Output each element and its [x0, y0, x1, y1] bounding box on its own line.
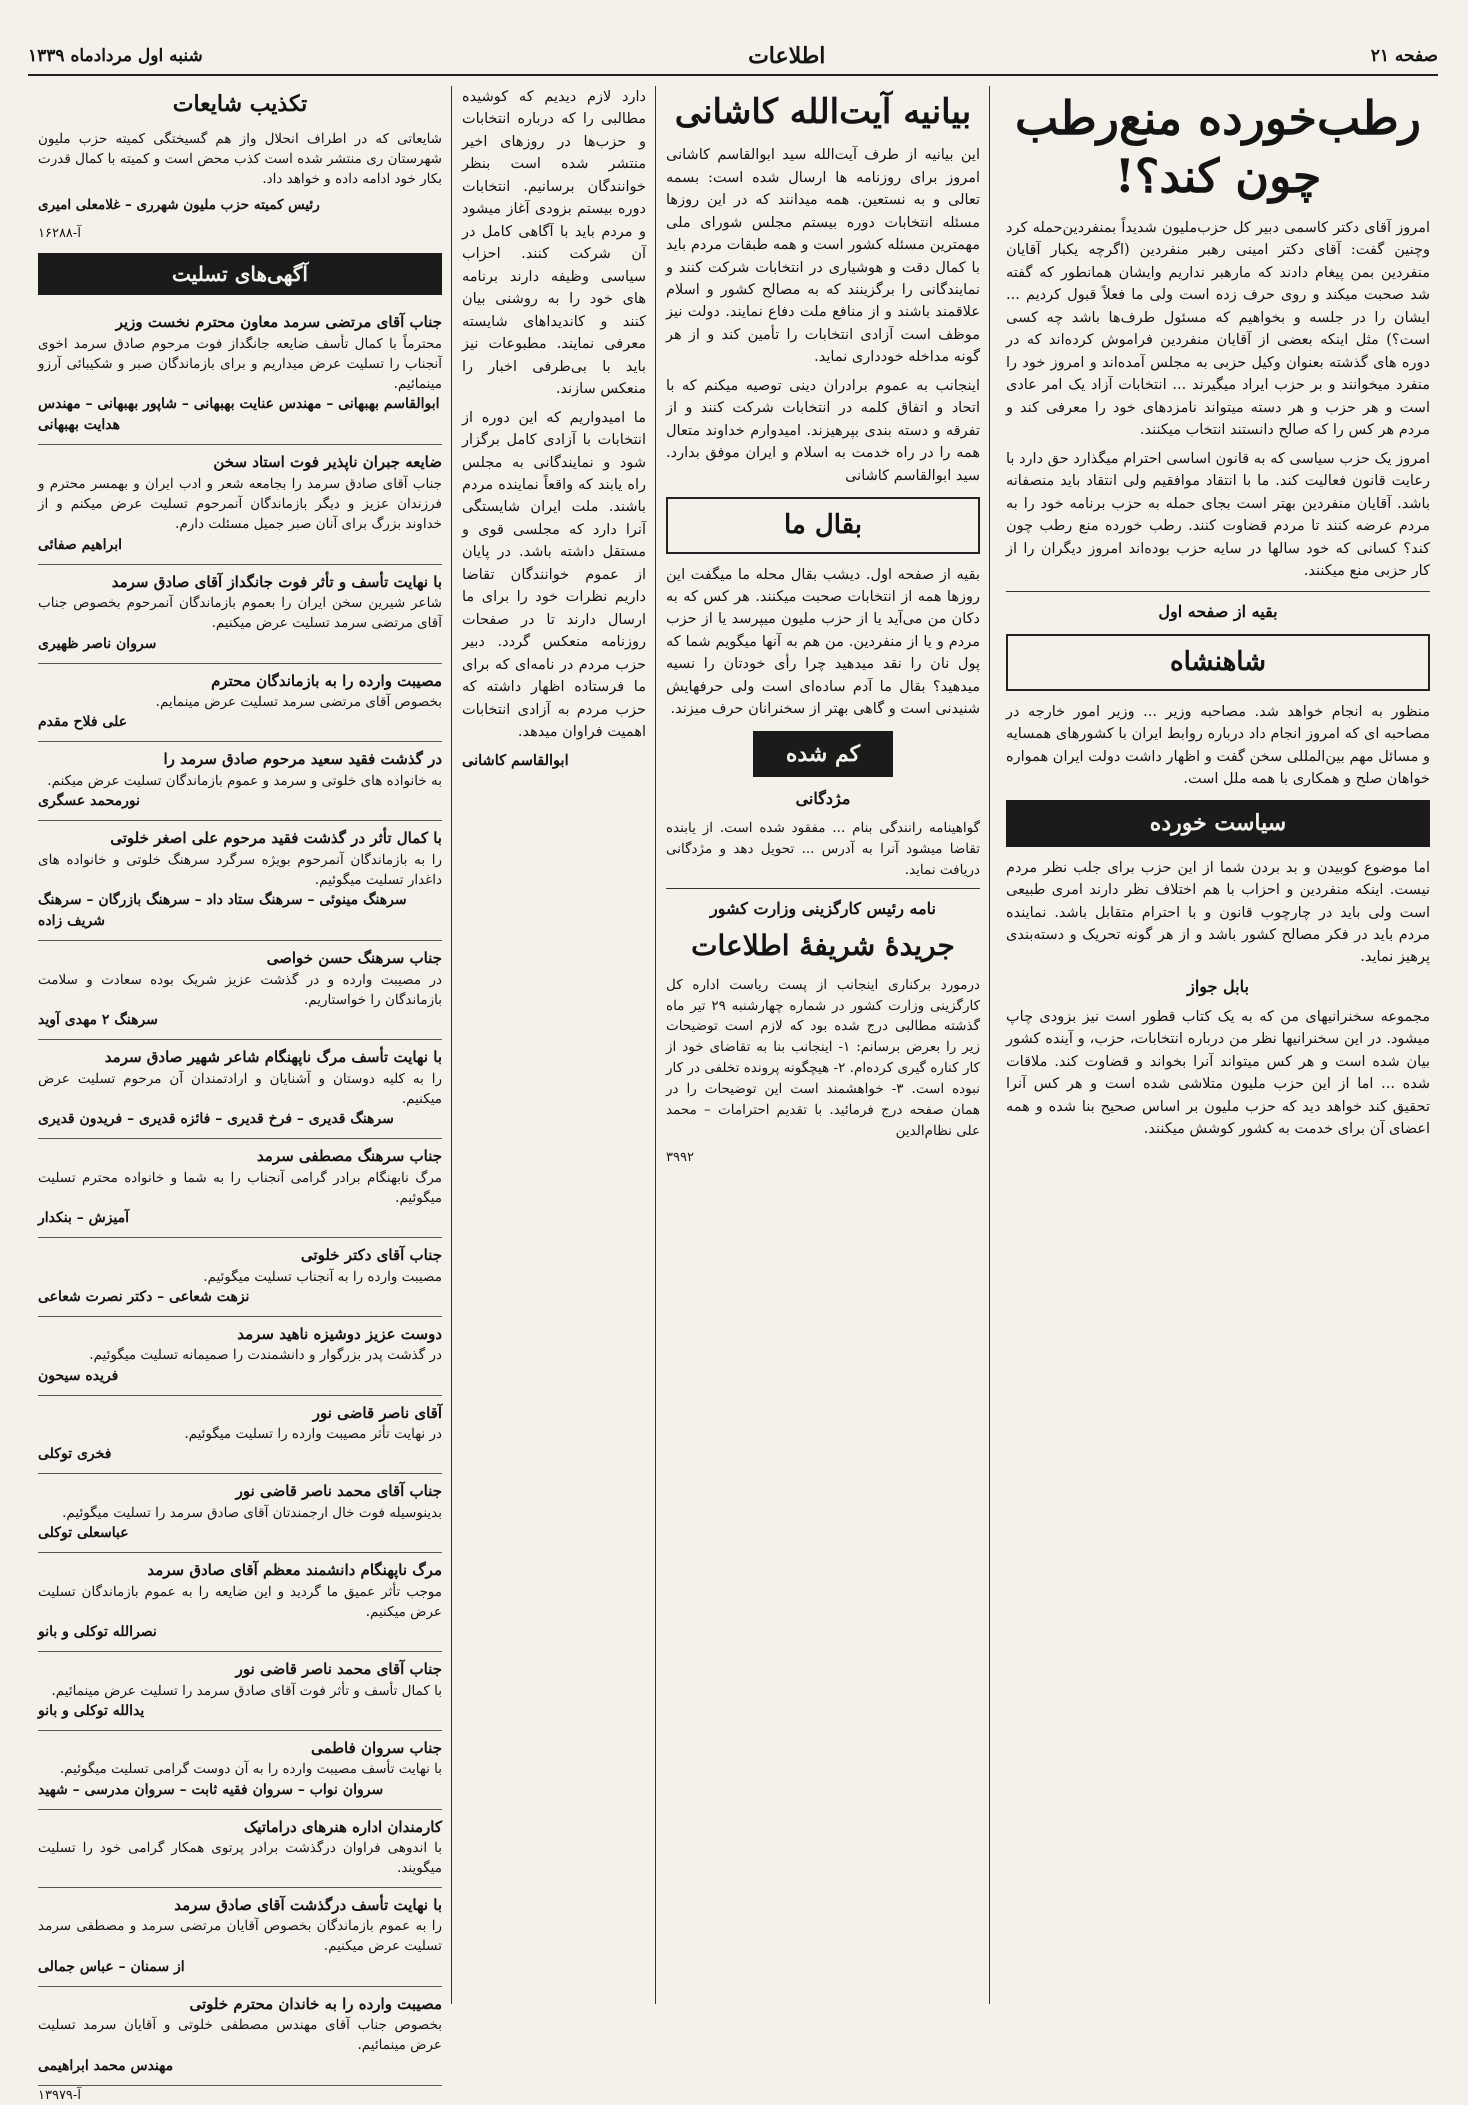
notice-body: شاعر شیرین سخن ایران را بعموم بازماندگان آنمرحوم بخصوص جناب آقای مرتضی سرمد تسلیت عرض میکنیم.: [38, 595, 442, 632]
condolence-notice: [38, 1810, 442, 1888]
article-body-speeches: مجموعه سخنرانیهای من که به یک کتاب قطور است نیز بزودی چاپ میشود. در این سخنرانیها نظر من درباره انتخابات، حزب، و آینده کشور بیان شده است و هر کس میتواند آنرا بخواند و قضاوت کند. ملاقات شده ... اما از این حزب ملیون متلاشی شده است و هر کس آنرا تحقیق کند خواهد دید که حزب ملیون بر اساس صحیح بنا شده و همه اعضای آن برای خدمت به کشور کوشش میکنند.: [1006, 1008, 1430, 1138]
notice-title: با کمال تأثر در گذشت فقید مرحوم علی اصغر خلوتی: [110, 829, 442, 848]
notice-title: آقای ناصر قاضی نور: [312, 1403, 442, 1422]
subheading-babol: بابل جواز: [1187, 976, 1249, 996]
column-notices: [30, 86, 450, 2103]
notice-signature: فخری توکلی: [38, 1446, 112, 1463]
condolence-notice: [38, 941, 442, 1040]
article-body-politics: اما موضوع کوبیدن و بد بردن شما از این حزب برای جلب نظر مردم نیست. اینکه منفردین و احزاب با هم اختلاف نظر دارند امری طبیعی است ولی باید در چارچوب قانون و با احترام متقابل باشد. نماینده مردم باید در فکر مصالح کشور باشد و از هر گونه تحریک و دسته‌بندی پرهیز نماید.: [1006, 859, 1430, 966]
notice-signature: سرهنگ قدیری – فرخ قدیری – فائزه قدیری – فریدون قدیری: [38, 1111, 394, 1128]
condolence-banner: آگهی‌های تسلیت: [38, 253, 442, 295]
notice-body: مرگ نابهنگام برادر گرامی آنجناب را به شما و خانواده محترم تسلیت میگوئیم.: [38, 1169, 442, 1206]
condolence-notice: [38, 445, 442, 564]
issue-date: شنبه اول مردادماه ۱۳۳۹: [28, 46, 203, 66]
condolence-notice: [38, 821, 442, 941]
condolence-notice: [38, 1474, 442, 1553]
notice-signature: سرهنگ ۲ مهدی آوید: [38, 1012, 158, 1029]
article-body: امروز آقای دکتر کاسمی دبیر کل حزب‌ملیون شدیداً بمنفردین‌حمله کرد وچنین گفت: آقای دکتر امینی رهبر منفردین (اگرچه یکبار آقایان منفردین بمن پیغام دادند که مارهبر نداریم وایشان همانطور که گفته شد صحبت میکند و روی حرف زده است ولی ما فعلاً قبول کردیم ... ایشان را در جلسه و بخواهیم که مسئول طرف‌ها باشد چه کسی است؟) مثل اینکه بعضی از آقایان منفردین فراموش کرده‌اند که در دوره های گذشته بعنوان وکیل حزبی به مجلس آمده‌اند و امروز خود را منفرد میخوانند و بر حزب ایراد میگیرند ... انتخابات آزاد یک امر عادی است و هر حزب و هر دسته میتواند نامزدهای خود را معرفی کند و مردم هر کس را که صالح دانستند انتخاب میکنند.: [1006, 220, 1430, 439]
notice-title: مصیبت وارده را به خاندان محترم خلوتی: [189, 1994, 442, 2013]
article-body-shahanshah: منظور به انجام خواهد شد. مصاحبه وزیر ... وزیر امور خارجه در مصاحبه ای که امروز انجام داد درباره روابط ایران با کشورهای همسایه و مسائل مهم بین‌المللی سخن گفت و اظهار داشت دولت ایران همواره خواهان صلح و همکاری با همه ملل است.: [1006, 703, 1430, 787]
notice-body: مصیبت وارده را به آنجناب تسلیت میگوئیم.: [203, 1268, 442, 1285]
notice-body: بخصوص آقای مرتضی سرمد تسلیت عرض مینمایم.: [155, 694, 442, 711]
notice-body: را به کلیه دوستان و آشنایان و ارادتمندان آن مرحوم تسلیت عرض میکنیم.: [38, 1070, 442, 1107]
denial-signature: رئیس کمیته حزب ملیون شهرری – غلامعلی امیری: [38, 197, 320, 214]
ad-code: ۳۹۹۲: [666, 1150, 694, 1166]
notice-title: دوست عزیز دوشیزه ناهید سرمد: [237, 1324, 442, 1343]
notice-title: مصیبت وارده را به بازماندگان محترم: [211, 671, 442, 690]
article-body-continued: امروز یک حزب سیاسی که به قانون اساسی احترام میگذارد حق دارد با رعایت قانون فعالیت کند. ما با انتقاد موافقیم ولی انتقاد باید منصفانه باشد. آقایان منفردین بهتر است بجای حمله به حزب برنامه خود را به مردم عرضه کنند تا مردم قضاوت کنند. رطب خورده منع رطب چون کند؟ کسانی که خود سالها در سایه حزب بوده‌اند امروز دیگران را از کار حزبی منع میکنند.: [1006, 450, 1430, 580]
condolence-notice: [38, 1238, 442, 1317]
notice-title: مرگ ناپهنگام دانشمند معظم آقای صادق سرمد: [147, 1561, 442, 1580]
notice-signature: نصرالله توکلی و بانو: [38, 1624, 157, 1641]
notice-signature: سروان نواب – سروان فقیه ثابت – سروان مدرسی – شهید: [38, 1781, 384, 1798]
condolence-notice: [38, 1553, 442, 1652]
notice-title: جناب سروان فاطمی: [310, 1738, 442, 1757]
continued-label: بقیه از صفحه اول: [1158, 601, 1278, 621]
condolence-notice: [38, 1396, 442, 1475]
newspaper-name: اطلاعات: [748, 43, 826, 69]
lost-item-notice: گواهینامه رانندگی بنام ... مفقود شده است. از یابنده تقاضا میشود آنرا به آدرس ... تحویل دهد و مژدگانی دریافت نماید.: [666, 819, 980, 878]
column-divider: [451, 86, 452, 2004]
notice-signature: فریده سیحون: [38, 1367, 119, 1384]
masthead: [28, 38, 1438, 76]
notice-body: به خانواده های خلوتی و سرمد و عموم بازماندگان تسلیت عرض میکنم.: [47, 772, 442, 789]
notice-title: جناب آقای مرتضی سرمد معاون محترم نخست وزیر: [115, 313, 442, 332]
headline-kashani: بیانیه آیت‌الله کاشانی: [674, 92, 972, 132]
notice-signature: آمیزش – بنکدار: [38, 1210, 130, 1227]
notice-body: در نهایت تأثر مصیبت وارده را تسلیت میگوئیم.: [184, 1426, 442, 1443]
column-divider: [989, 86, 990, 2004]
notice-body: را به بازماندگان آنمرحوم بویژه سرگرد سرهنگ خلوتی و خانواده های داغدار تسلیت میگوئیم.: [38, 851, 442, 888]
notice-signature: عباسعلی توکلی: [38, 1525, 129, 1542]
notice-title: ضایعه جبران ناپذیر فوت استاد سخن: [213, 453, 442, 472]
condolence-notice: [38, 305, 442, 445]
column-main: [998, 86, 1438, 2004]
condolence-notice: [38, 1317, 442, 1396]
notice-signature: نورمحمد عسگری: [38, 793, 140, 810]
notice-title: با نهایت تأسف درگذشت آقای صادق سرمد: [174, 1895, 442, 1914]
statement-body: این بیانیه از طرف آیت‌الله سید ابوالقاسم کاشانی امروز برای روزنامه ها ارسال شده است: بسمه تعالی و به نستعین. همه میدانند که در این روزها مسئله انتخابات دوره بیستم مجلس شورای ملی مهمترین مسئله کشور است و همه طبقات مردم باید با کمال دقت و هوشیاری در انتخابات شرکت کنند و نمایندگانی را برگزینند که به مصالح کشور و اسلام علاقمند باشند و از منافع ملت دفاع نمایند. دولت نیز موظف است آزادی انتخابات را تأمین کند و از هر گونه مداخله خودداری نماید.: [666, 147, 980, 366]
notice-body: جناب آقای صادق سرمد را بجامعه شعر و ادب ایران و بهمسر محترم و فرزندان عزیز و دیگر بازماندگان آنمرحوم تسلیت عرض میکنم و از خداوند بزرگ برای آنان صبر جمیل مسئلت دارم.: [38, 475, 442, 533]
section-heading-baghal: بقال ما: [666, 497, 980, 553]
page-number: صفحه ۲۱: [1370, 46, 1438, 66]
notice-signature: یدالله توکلی و بانو: [38, 1702, 145, 1719]
notice-signature: از سمنان – عباس جمالی: [38, 1958, 185, 1975]
notice-title: در گذشت فقید سعید مرحوم صادق سرمد را: [163, 750, 442, 769]
notice-title: جناب آقای دکتر خلوتی: [300, 1246, 442, 1265]
ad-code: آ-۱۳۹۷۹: [38, 2087, 81, 2103]
section-heading-shahanshah: شاهنشاه: [1006, 634, 1430, 690]
headline-main: رطب‌خورده منع‌رطب چون کند؟!: [1014, 91, 1421, 203]
article-body-continuation-2: ما امیدواریم که این دوره از انتخابات با آزادی کامل برگزار شود و نمایندگانی به مجلس راه یابند که واقعاً نماینده مردم باشند. ملت ایران شایستگی آنرا دارد که مجلسی قوی و مستقل داشته باشد. در پایان از عموم خوانندگان تقاضا داریم نظرات خود را برای ما ارسال دارند تا در صفحات روزنامه منعکس گردد. دبیر حزب مردم در نامه‌ای که برای ما فرستاده اظهار داشته که حزب مردم به آزادی انتخابات اهمیت فراوان میدهد.: [462, 409, 646, 741]
notice-body: بدینوسیله فوت خال ارجمندتان آقای صادق سرمد را تسلیت میگوئیم.: [62, 1504, 442, 1521]
condolence-notice: [38, 1139, 442, 1238]
condolence-list: [38, 305, 442, 2086]
notice-title: جناب سرهنگ مصطفی سرمد: [256, 1147, 442, 1166]
notice-title: کارمندان اداره هنرهای دراماتیک: [243, 1817, 442, 1836]
condolence-notice: [38, 1040, 442, 1139]
notice-body: را به عموم بازماندگان بخصوص آقایان مرتضی سرمد و مصطفی سرمد تسلیت عرض میکنیم.: [38, 1918, 442, 1955]
denial-heading: تکذیب شایعات: [172, 91, 308, 117]
notice-signature: سروان ناصر ظهیری: [38, 635, 157, 652]
notice-body: در مصیبت وارده و در گذشت عزیز شریک بوده سعادت و سلامت بازماندگان را خواستاریم.: [38, 971, 442, 1008]
article-body-continuation: دارد لازم دیدیم که کوشیده مطالبی را که درباره انتخابات و حزب‌ها در روزهای اخیر منتشر شده است بنظر خوانندگان برسانیم. انتخابات دوره بیستم بزودی آغاز میشود و مردم باید با آگاهی کامل در آن شرکت کنند. احزاب سیاسی وظیفه دارند برنامه های خود را به روشنی بیان کنند و کاندیداهای شایسته معرفی نمایند. مطبوعات نیز باید با بی‌طرفی اخبار را منعکس سازند.: [462, 89, 646, 398]
notice-body: در گذشت پدر بزرگوار و دانشمندت را صمیمانه تسلیت میگوئیم.: [89, 1347, 442, 1364]
denial-body: شایعاتی که در اطراف انحلال واز هم گسیختگی کمیته حزب ملیون شهرستان ری منتشر شده است کذب محض است و کمیته با کمال قدرت بکار خود ادامه داده و خواهد داد.: [38, 130, 442, 188]
statement-body-continued: اینجانب به عموم برادران دینی توصیه میکنم که با اتحاد و اتفاق کلمه در انتخابات شرکت کنند و از تفرقه و دسته بندی بپرهیزند. امیدوارم خداوند متعال همه را در راه خدمت به اسلام و ایران موفق بدارد. سید ابوالقاسم کاشانی: [666, 377, 980, 484]
notice-body: بخصوص جناب آقای مهندس مصطفی خلوتی و آقایان سرمد تسلیت عرض مینمائیم.: [38, 2017, 442, 2054]
letter-subheading: نامه رئیس کارگزینی وزارت کشور: [709, 899, 936, 919]
notice-body: موجب تأثر عمیق ما گردید و این ضایعه را به عموم بازماندگان تسلیت عرض میکنیم.: [38, 1583, 442, 1620]
notice-signature: ابوالقاسم بهبهانی – مهندس عنایت بهبهانی – شاپور بهبهانی – مهندس هدایت بهبهانی: [38, 396, 440, 434]
column-continued: [454, 86, 654, 2004]
article-body-baghal: بقیه از صفحه اول. دیشب بقال محله ما میگفت این روزها همه از انتخابات صحبت میکنند. هر کس که به دکان من می‌آید یا از حزب ملیون میپرسد یا از حزب مردم و یا از منفردین. من هم به آنها میگویم شما که پول نان را نقد میدهید چرا رأی خودتان را نسیه میدهید؟ بقال ما آدم ساده‌ای است ولی حرفهایش شنیدنی است و گاهی بهتر از سخنرانان حرف میزند.: [666, 566, 980, 718]
ad-code: آ-۱۶۲۸۸: [38, 225, 81, 241]
notice-body: با نهایت تأسف مصیبت وارده را به آن دوست گرامی تسلیت میگوئیم.: [59, 1761, 442, 1778]
condolence-notice: [38, 1652, 442, 1731]
notice-title: با نهایت تأسف مرگ ناپهنگام شاعر شهیر صادق سرمد: [104, 1048, 442, 1067]
condolence-notice: [38, 1731, 442, 1810]
letter-heading: جریدهٔ شریفهٔ اطلاعات: [691, 929, 955, 963]
letter-body: درمورد برکناری اینجانب از پست ریاست اداره کل کارگزینی وزارت کشور در شماره چهارشنبه ۲۹ تیر ماه گذشته مطالبی درج شده بود که لازم است توضیحات زیر را بعرض برسانم: ۱- اینجانب بنا به تقاضای خود از کار کناره گیری کرده‌ام. ۲- هیچگونه پرونده تخلفی در کار نبوده است. ۳- خواهشمند است این توضیحات را در همان صفحه درج فرمائید. با تقدیم احترامات – محمد علی نظام‌الدین: [666, 976, 981, 1140]
notice-title: جناب آقای محمد ناصر قاضی نور: [235, 1660, 442, 1679]
notice-body: با اندوهی فراوان درگذشت برادر پرتوی همکار گرامی خود را تسلیت میگویند.: [38, 1840, 442, 1877]
condolence-notice: [38, 742, 442, 821]
condolence-notice: [38, 565, 442, 664]
notice-title: جناب آقای محمد ناصر قاضی نور: [235, 1482, 442, 1501]
notice-signature: نزهت شعاعی – دکتر نصرت شعاعی: [38, 1288, 250, 1305]
notice-signature: مهندس محمد ابراهیمی: [38, 2057, 174, 2074]
condolence-notice: [38, 664, 442, 743]
column-kashani: [658, 86, 988, 2004]
notice-title: جناب سرهنگ حسن خواصی: [266, 949, 442, 968]
column-divider: [655, 86, 656, 2004]
notice-signature: علی فلاح مقدم: [38, 714, 128, 731]
notice-signature: سرهنگ مینوئی – سرهنگ ستاد داد – سرهنگ بازرگان – سرهنگ شریف زاده: [38, 892, 407, 930]
condolence-notice: [38, 1987, 442, 2086]
notice-title: با نهایت تأسف و تأثر فوت جانگداز آقای صادق سرمد: [111, 572, 442, 591]
notice-body: محترماً با کمال تأسف ضایعه جانگداز فوت مرحوم صادق سرمد اخوی آنجناب را تسلیت عرض میداریم و برای بازماندگان صبر و شکیبائی آرزو مینمائیم.: [38, 335, 442, 393]
condolence-notice: [38, 1888, 442, 1987]
section-banner: سیاست خورده: [1006, 800, 1430, 846]
lost-item-banner: کم شده: [753, 731, 893, 777]
notice-body: با کمال تأسف و تأثر فوت آقای صادق سرمد را تسلیت عرض مینمائیم.: [51, 1682, 442, 1699]
notice-signature: ابراهیم صفائی: [38, 536, 122, 553]
reward-heading: مژدگانی: [795, 788, 851, 808]
article-signature: ابوالقاسم کاشانی: [462, 751, 569, 769]
